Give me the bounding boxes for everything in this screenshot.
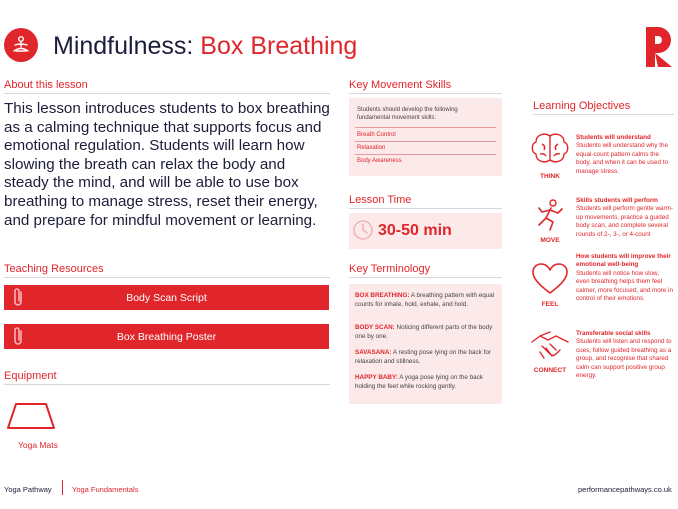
yoga-mat-icon bbox=[6, 402, 56, 430]
term-definition: A resting pose lying on the back for relaxation and stillness. bbox=[355, 349, 491, 365]
time-heading: Lesson Time bbox=[349, 194, 412, 206]
term-definition: Noticing different parts of the body one by one. bbox=[355, 324, 493, 340]
objective-feel bbox=[528, 262, 572, 308]
objective-title: Students will understand bbox=[576, 134, 651, 141]
term-word: BOX BREATHING: bbox=[355, 292, 410, 299]
title-highlight: Box Breathing bbox=[200, 32, 358, 60]
objective-move bbox=[528, 198, 572, 244]
term-definition: A yoga pose lying on the back holding the feet while rocking gently. bbox=[355, 374, 483, 390]
divider bbox=[4, 277, 330, 278]
divider bbox=[4, 384, 330, 385]
meditation-icon bbox=[10, 34, 32, 56]
objective-label: MOVE bbox=[540, 237, 560, 244]
terminology-heading: Key Terminology bbox=[349, 263, 431, 275]
resource-label: Box Breathing Poster bbox=[116, 330, 217, 343]
divider bbox=[349, 208, 502, 209]
objective-feel-text bbox=[576, 253, 674, 303]
running-figure-icon bbox=[528, 198, 572, 232]
title-prefix: Mindfulness: bbox=[53, 32, 201, 60]
skill-item: Body Awareness bbox=[357, 158, 402, 164]
paperclip-icon bbox=[10, 287, 26, 308]
objective-title: How students will improve their emotional well-being bbox=[576, 253, 671, 269]
divider bbox=[533, 114, 674, 115]
page-title bbox=[53, 31, 357, 61]
term-word: HAPPY BABY: bbox=[355, 374, 398, 381]
term-item bbox=[355, 349, 495, 366]
objectives-heading: Learning Objectives bbox=[533, 100, 631, 112]
resources-heading: Teaching Resources bbox=[4, 263, 104, 275]
objective-connect bbox=[528, 328, 572, 374]
objective-think bbox=[528, 132, 572, 180]
term-item bbox=[355, 324, 495, 341]
objective-label: FEEL bbox=[541, 301, 559, 308]
equipment-item: Yoga Mats bbox=[18, 440, 58, 450]
about-heading: About this lesson bbox=[4, 79, 88, 91]
objective-label: CONNECT bbox=[533, 367, 567, 374]
divider bbox=[355, 127, 496, 128]
objective-description: Students will notice how slow, even breathing helps them feel calmer, more focused, and more in control of their emotions. bbox=[576, 269, 673, 303]
resource-label: Body Scan Script bbox=[126, 291, 207, 304]
divider bbox=[349, 93, 502, 94]
footer-divider bbox=[62, 480, 63, 495]
meditation-logo bbox=[4, 28, 38, 62]
objective-connect-text bbox=[576, 330, 674, 380]
resource-body-scan-script[interactable] bbox=[4, 285, 329, 310]
objective-label: THINK bbox=[540, 173, 560, 180]
footer-website-link[interactable]: performancepathways.co.uk bbox=[578, 485, 672, 494]
movement-heading: Key Movement Skills bbox=[349, 79, 452, 91]
objective-title: Transferable social skills bbox=[576, 330, 651, 337]
term-item bbox=[355, 292, 495, 309]
objective-title: Skills students will perform bbox=[576, 197, 658, 204]
objective-description: Students will understand why the equal-count pattern calms the body, and when it can be used to manage stress. bbox=[576, 142, 669, 175]
skill-item: Breath Control bbox=[357, 132, 396, 138]
movement-intro: Students should develop the following fundamental movement skills: bbox=[357, 107, 458, 121]
term-item bbox=[355, 374, 495, 391]
objective-description: Students will listen and respond to cues, follow guided breathing as a group, and recognise that shared calm can support positive group energy. bbox=[576, 338, 672, 380]
divider bbox=[349, 277, 502, 278]
brand-logo-icon bbox=[644, 25, 674, 69]
paperclip-icon bbox=[10, 326, 26, 347]
equipment-heading: Equipment bbox=[4, 370, 57, 382]
divider bbox=[4, 93, 330, 94]
heart-icon bbox=[528, 262, 572, 296]
brain-icon bbox=[528, 132, 572, 168]
clock-icon bbox=[352, 219, 374, 241]
term-word: SAVASANA: bbox=[355, 349, 392, 356]
term-definition: A breathing pattern with equal counts for inhale, hold, exhale, and hold. bbox=[355, 292, 495, 308]
resource-box-breathing-poster[interactable] bbox=[4, 324, 329, 349]
footer-course: Yoga Fundamentals bbox=[72, 485, 139, 494]
handshake-icon bbox=[528, 328, 572, 362]
lesson-time-value: 30-50 min bbox=[378, 222, 452, 239]
skill-item: Relaxation bbox=[357, 145, 386, 151]
objective-move-text bbox=[576, 197, 674, 239]
about-body: This lesson introduces students to box breathing as a calming technique that supports focus and emotional regulation. Students will learn how slowing the breath can relax the body and steady the mind, and will be able to use box breathing to manage stress, reset their energy, and prepare for mindful movement or learning. bbox=[4, 100, 330, 229]
footer-pathway: Yoga Pathway bbox=[4, 485, 52, 494]
objective-think-text bbox=[576, 134, 674, 176]
divider bbox=[355, 141, 496, 142]
divider bbox=[355, 154, 496, 155]
term-word: BODY SCAN: bbox=[355, 324, 395, 331]
objective-description: Students will perform gentle warm-up movements, practice a guided body scan, and complete several rounds of 2-, 3-, or 4-count bbox=[576, 205, 673, 238]
